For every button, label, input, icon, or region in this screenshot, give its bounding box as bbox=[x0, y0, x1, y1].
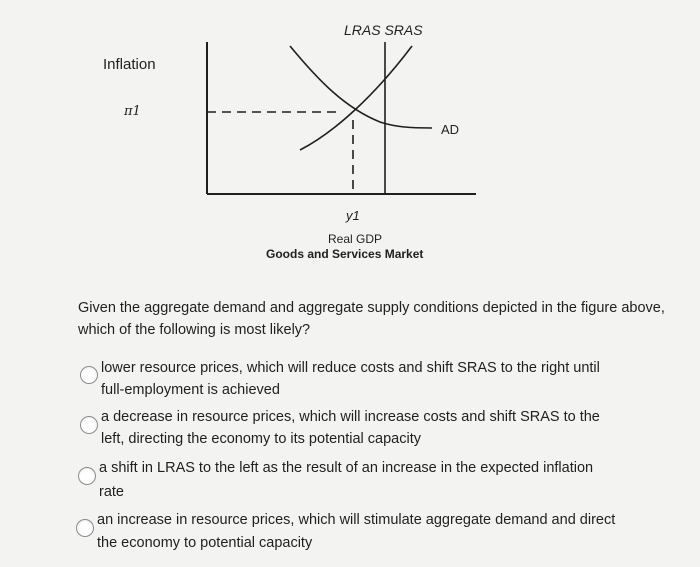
ad-curve bbox=[290, 46, 432, 128]
option-2-radio[interactable] bbox=[80, 416, 98, 434]
curve-labels: LRAS SRAS bbox=[344, 22, 423, 38]
option-2-line1[interactable]: a decrease in resource prices, which will increase costs and shift SRAS to the bbox=[101, 409, 600, 425]
option-3-radio[interactable] bbox=[78, 467, 96, 485]
option-1-line2[interactable]: full-employment is achieved bbox=[101, 382, 280, 398]
option-2-line2[interactable]: left, directing the economy to its potential capacity bbox=[101, 431, 421, 447]
option-1-radio[interactable] bbox=[80, 366, 98, 384]
y-axis-label: Inflation bbox=[103, 56, 156, 73]
pi1-label: π1 bbox=[124, 104, 141, 119]
option-3-line2[interactable]: rate bbox=[99, 484, 124, 500]
option-4-line2[interactable]: the economy to potential capacity bbox=[97, 535, 313, 551]
option-1-line1[interactable]: lower resource prices, which will reduce costs and shift SRAS to the right until bbox=[101, 360, 600, 376]
market-label: Goods and Services Market bbox=[266, 247, 424, 261]
y1-label: y1 bbox=[346, 208, 360, 223]
x-axis-label: Real GDP bbox=[327, 232, 383, 246]
option-4-radio[interactable] bbox=[76, 519, 94, 537]
ad-label: AD bbox=[441, 122, 460, 137]
option-4-line1[interactable]: an increase in resource prices, which will stimulate aggregate demand and direct bbox=[97, 512, 616, 528]
sras-curve bbox=[300, 46, 412, 150]
option-3-line1[interactable]: a shift in LRAS to the left as the result of an increase in the expected inflation bbox=[99, 460, 594, 476]
question-text: Given the aggregate demand and aggregate supply conditions depicted in the figure above, which of the following is most likely? bbox=[78, 300, 665, 338]
